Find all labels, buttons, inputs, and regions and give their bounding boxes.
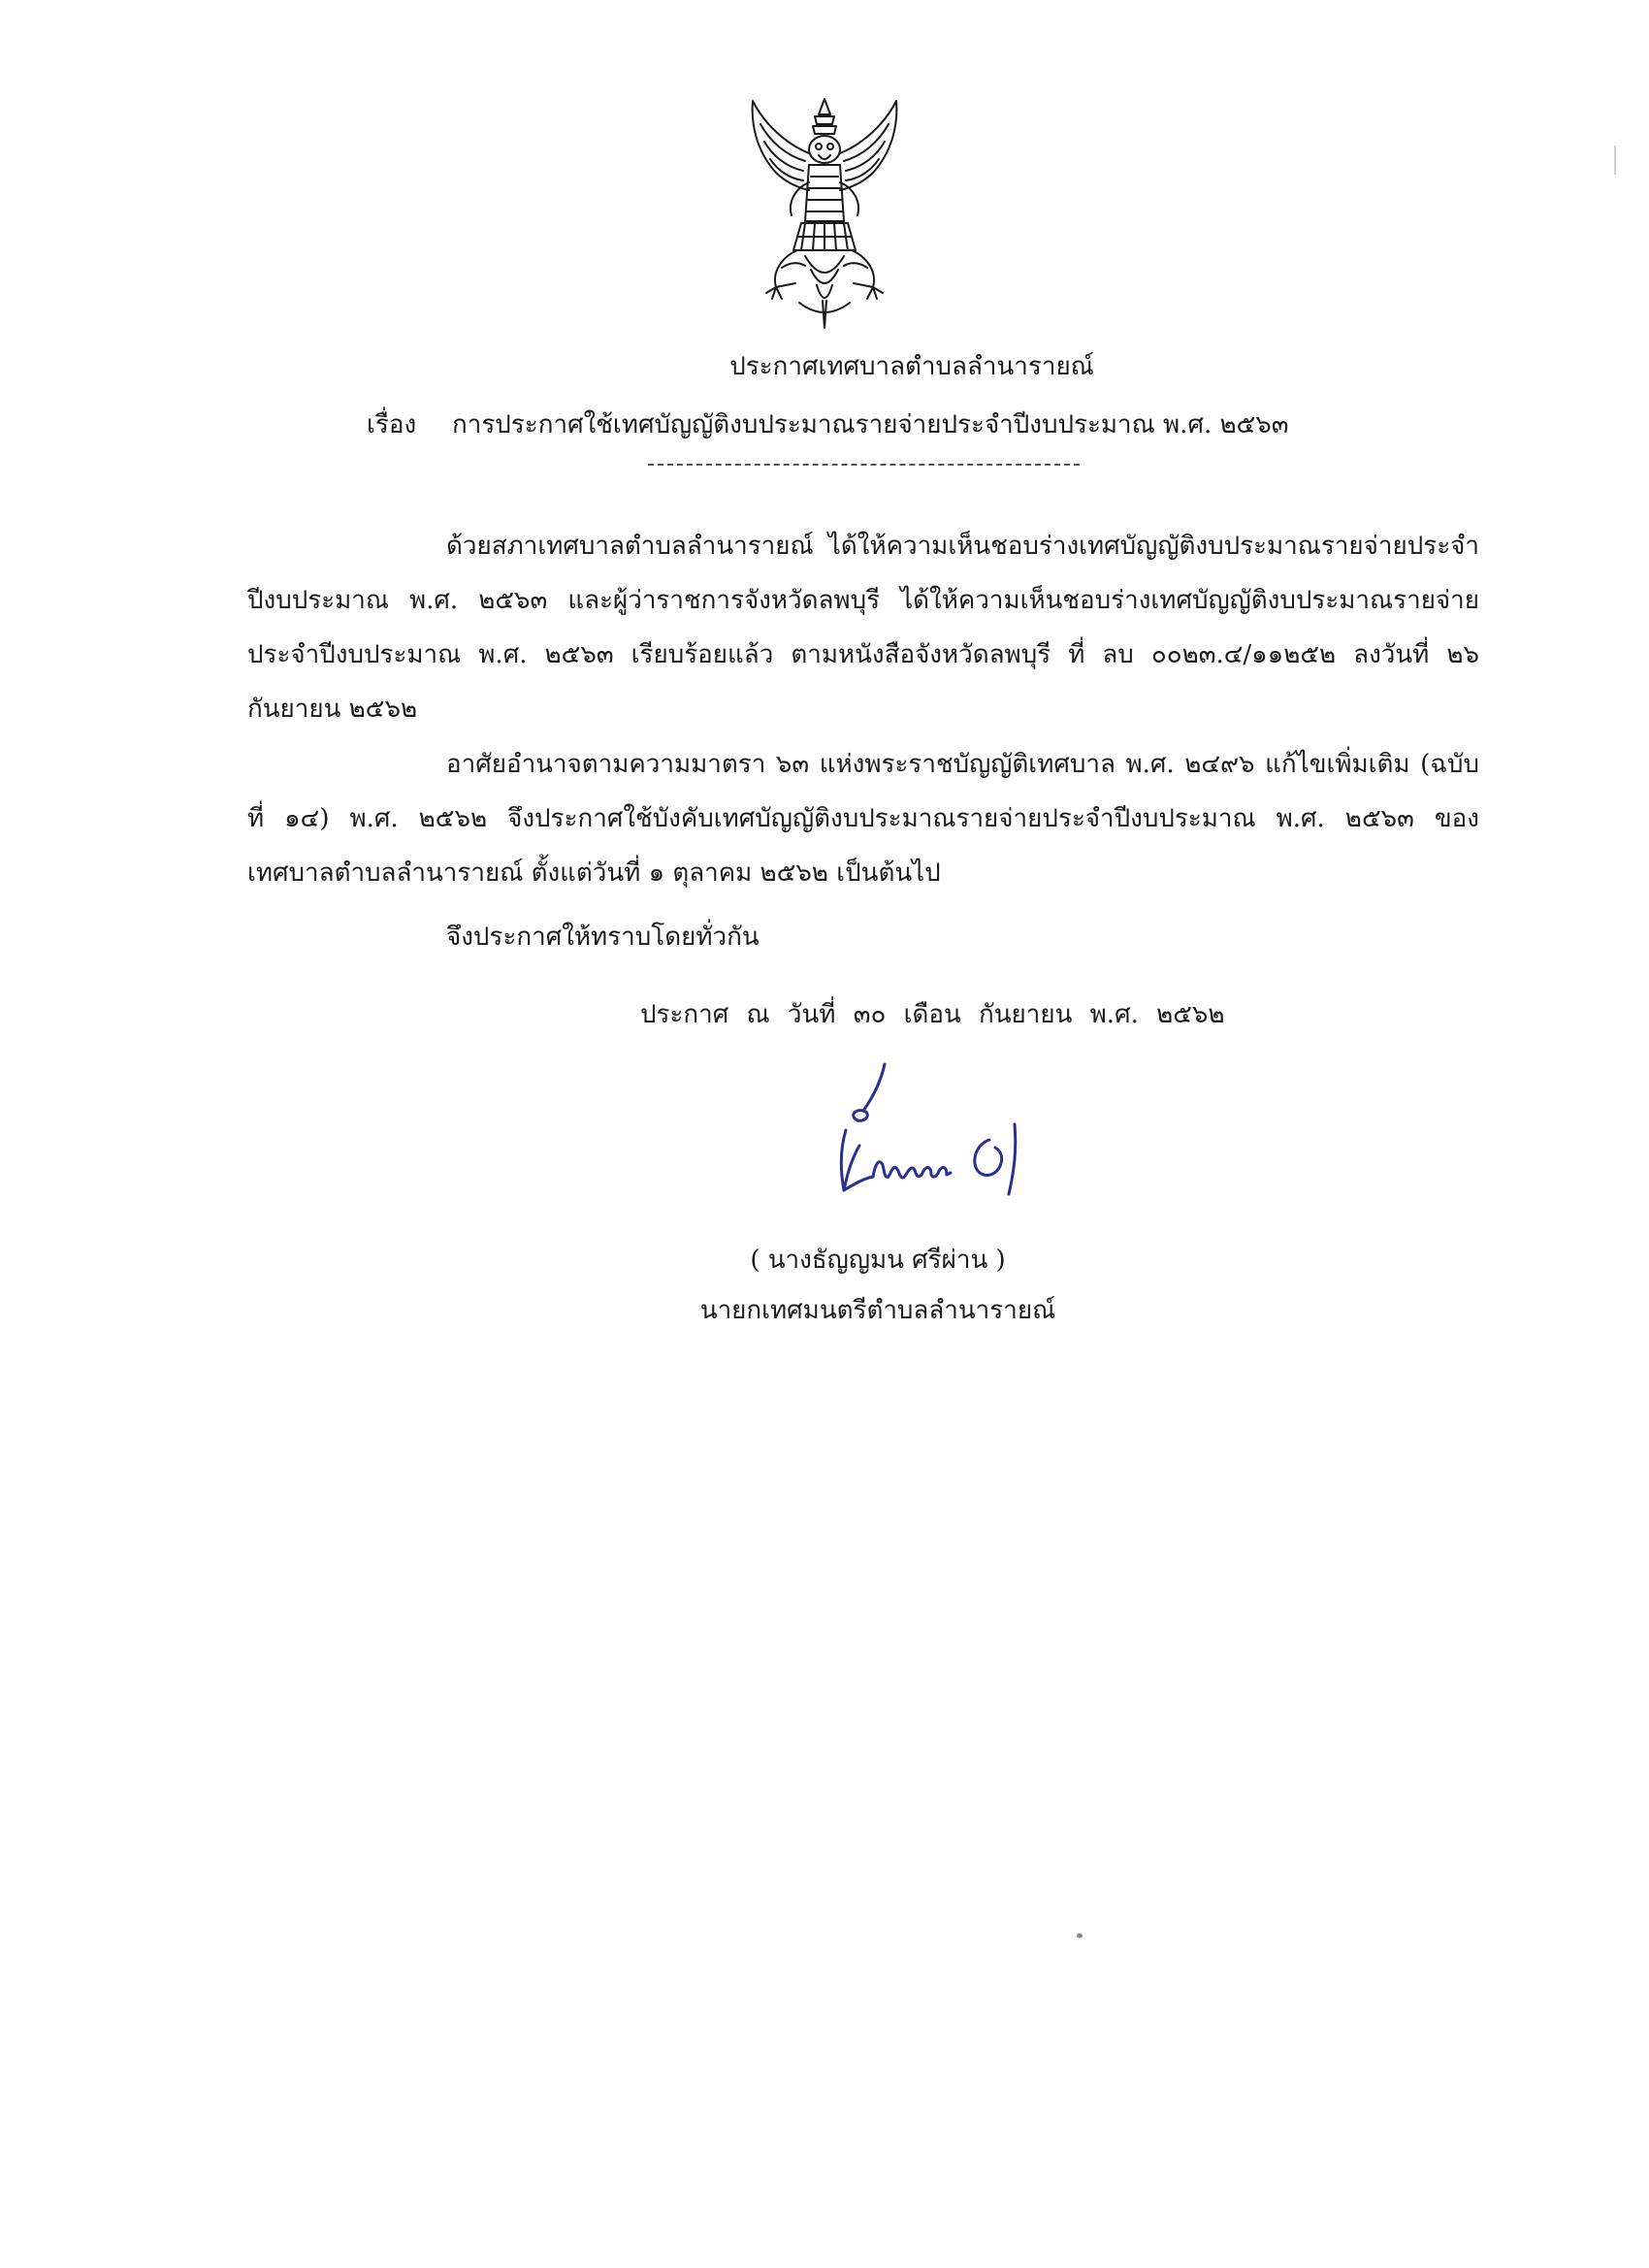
scan-speck: [1077, 1933, 1083, 1938]
scan-edge-mark: [1614, 146, 1616, 175]
announcement-date: ประกาศ ณ วันที่ ๓๐ เดือน กันยายน พ.ศ. ๒๕๖๒: [640, 1000, 1225, 1029]
signer-position: นายกเทศมนตรีตำบลลำนารายณ์: [699, 1296, 1056, 1325]
body-paragraph-2-text: อาศัยอำนาจตามความมาตรา ๖๓ แห่งพระราชบัญญัติเทศบาล พ.ศ. ๒๔๙๖ แก้ไขเพิ่มเติม (ฉบับที่ ๑๔) พ.ศ. ๒๕๖๒ จึงประกาศใช้บังคับเทศบัญญัติงบประมาณรายจ่ายประจำปีงบประมาณ พ.ศ. ๒๕๖๓ ของเทศบาลตำบลลำนารายณ์ ตั้งแต่วันที่ ๑ ตุลาคม ๒๕๖๒ เป็นต้นไป: [247, 750, 1479, 888]
subject-text: การประกาศใช้เทศบัญญัติงบประมาณรายจ่ายประจำปีงบประมาณ พ.ศ. ๒๕๖๓: [452, 410, 1289, 439]
document-title-text: ประกาศเทศบาลตำบลลำนารายณ์: [729, 352, 1094, 381]
document-title: [0, 354, 1649, 379]
body-paragraph-1-text: ด้วยสภาเทศบาลตำบลลำนารายณ์ ได้ให้ความเห็นชอบร่างเทศบัญญัติงบประมาณรายจ่ายประจำปีงบประมาณ พ.ศ. ๒๕๖๓ และผู้ว่าราชการจังหวัดลพบุรี ได้ให้ความเห็นชอบร่างเทศบัญญัติงบประมาณรายจ่ายประจำปีงบประมาณ พ.ศ. ๒๕๖๓ เรียบร้อยแล้ว ตามหนังสือจังหวัดลพบุรี ที่ ลบ ๐๐๒๓.๔/๑๑๒๕๒ ลงวันที่ ๒๖ กันยายน ๒๕๖๒: [247, 532, 1479, 724]
body-paragraph-2: [247, 737, 1479, 900]
subject-label: เรื่อง: [367, 410, 417, 439]
signer-name: ( นางธัญญมน ศรีผ่าน ): [750, 1246, 1006, 1275]
handwritten-signature: [824, 1062, 1048, 1217]
closing-statement: จึงประกาศให้ทราบโดยทั่วกัน: [446, 923, 760, 952]
title-divider: [648, 464, 1080, 466]
garuda-emblem-icon: [747, 95, 902, 333]
body-paragraph-1: [247, 519, 1479, 736]
document-subject: [367, 412, 1289, 437]
